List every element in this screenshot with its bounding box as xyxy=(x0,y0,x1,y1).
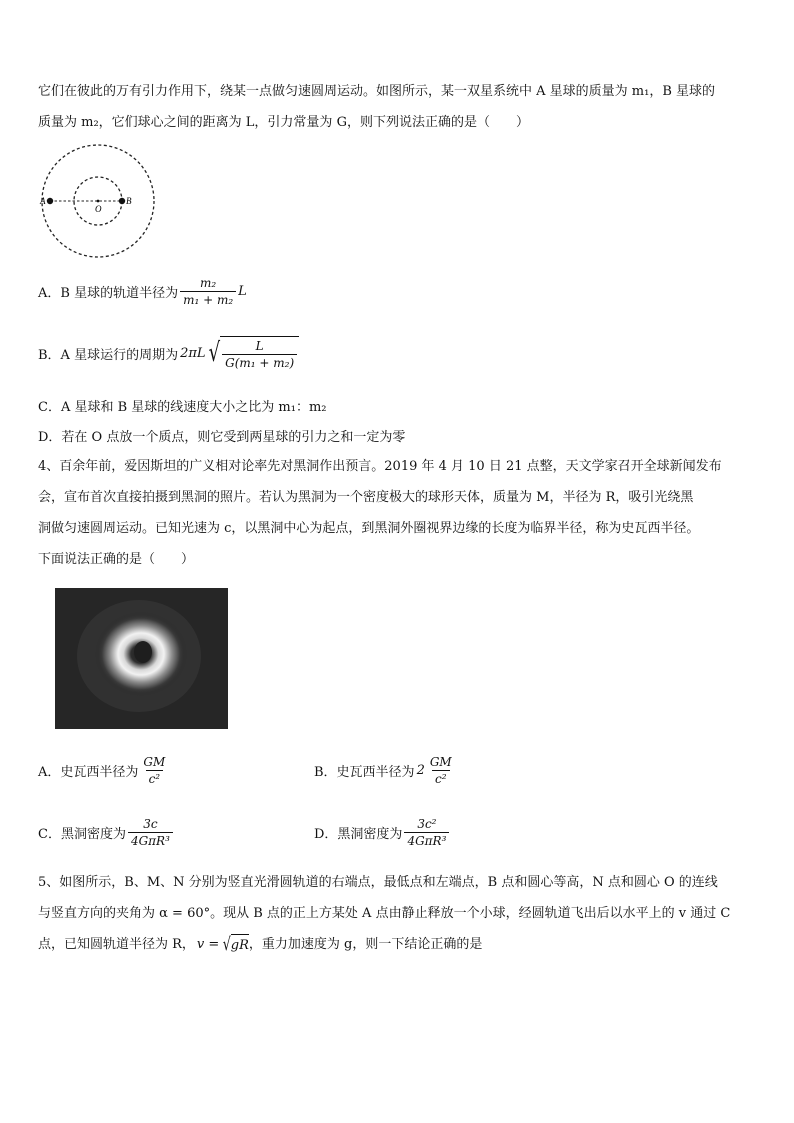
q4-option-c-numerator: 3c xyxy=(143,817,158,831)
black-hole-image xyxy=(55,588,228,729)
q4-option-c-text: C．黑洞密度为 xyxy=(38,827,126,842)
center-o-dot xyxy=(97,200,100,203)
q4-stem-line-3: 洞做匀速圆周运动。已知光速为 c，以黑洞中心为起点，到黑洞外圈视界边缘的长度为临界半径，称为史瓦西半径。 xyxy=(38,521,700,536)
q4-stem-line-1: 4、百余年前，爱因斯坦的广义相对论率先对黑洞作出预言。2019 年 4 月 10 日 21 点整，天文学家召开全球新闻发布 xyxy=(38,459,722,474)
q3-option-c: C．A 星球和 B 星球的线速度大小之比为 m₁：m₂ xyxy=(38,400,327,415)
q3-stem xyxy=(38,76,760,138)
q4-option-a-numerator: GM xyxy=(143,755,166,769)
q3-option-b-fraction xyxy=(222,338,297,371)
star-a-dot xyxy=(47,198,53,204)
q3-option-a-denominator: m₁ + m₂ xyxy=(180,291,236,308)
q4-option-b-fraction xyxy=(427,754,455,787)
star-b-dot xyxy=(119,198,125,204)
q4-option-a-text: A．史瓦西半径为 xyxy=(38,765,139,780)
q4-option-a-fraction xyxy=(140,754,168,787)
q3-option-b xyxy=(38,336,299,371)
q3-option-a-fraction xyxy=(180,275,236,308)
q5-stem-line-3 xyxy=(38,929,760,960)
q5-stem-line-2: 与竖直方向的夹角为 α = 60°。现从 B 点的正上方某处 A 点由静止释放一个小球，经圆轨道飞出后以水平上的 v 通过 C xyxy=(38,906,731,921)
q5-velocity-formula: v = xyxy=(196,937,220,952)
q3-option-b-sqrt: √ $\frac{L}{\text{G(m₁ + m₂)}}$ xyxy=(206,336,300,371)
q4-option-d-text: D．黑洞密度为 xyxy=(314,827,403,842)
q5-stem xyxy=(38,867,760,960)
q4-option-d-numerator: 3c² xyxy=(417,817,437,831)
black-hole-shadow xyxy=(134,641,152,663)
q4-option-d xyxy=(314,816,451,849)
q4-option-d-denominator: 4GπR³ xyxy=(404,832,449,849)
q3-option-b-numerator: L xyxy=(255,339,264,353)
q3-stem-line-1: 它们在彼此的万有引力作用下，绕某一点做匀速圆周运动。如图所示，某一双星系统中 A 星球的质量为 m₁，B 星球的 xyxy=(38,84,716,99)
q5-stem-line-3-suffix: ，重力加速度为 g，则一下结论正确的是 xyxy=(248,937,483,952)
label-o: O xyxy=(95,204,102,214)
q5-velocity-sqrt: √ gR xyxy=(223,933,249,955)
binary-star-figure xyxy=(38,142,160,260)
q4-option-b-denominator: c² xyxy=(432,770,450,787)
q4-stem-line-4: 下面说法正确的是（ ） xyxy=(38,552,195,567)
q4-option-b-numerator: GM xyxy=(429,755,452,769)
q4-option-d-fraction xyxy=(404,816,449,849)
q3-option-a-suffix: L xyxy=(238,284,247,299)
q4-stem-line-2: 会，宣布首次直接拍摄到黑洞的照片。若认为黑洞为一个密度极大的球形天体，质量为 M，半径为 R，吸引光绕黑 xyxy=(38,490,694,505)
q4-option-b-coefficient: 2 xyxy=(416,763,425,778)
q3-option-a-text: A．B 星球的轨道半径为 xyxy=(38,286,179,301)
label-b: B xyxy=(126,196,132,206)
q4-option-b xyxy=(314,754,457,787)
q3-option-b-denominator: G(m₁ + m₂) xyxy=(222,354,297,371)
q5-velocity-radicand: gR xyxy=(231,934,249,956)
q4-option-c-fraction xyxy=(128,816,173,849)
q3-option-d: D．若在 O 点放一个质点，则它受到两星球的引力之和一定为零 xyxy=(38,430,406,445)
q3-option-b-text: B．A 星球运行的周期为 xyxy=(38,348,179,363)
label-a: A xyxy=(40,196,46,206)
q3-stem-line-2: 质量为 m₂，它们球心之间的距离为 L，引力常量为 G，则下列说法正确的是（ ） xyxy=(38,115,529,130)
q3-option-a xyxy=(38,275,247,308)
q4-option-a-denominator: c² xyxy=(146,770,164,787)
q4-stem xyxy=(38,451,760,575)
q5-stem-line-3-prefix: 点，已知圆轨道半径为 R， xyxy=(38,937,195,952)
q5-stem-line-1: 5、如图所示，B、M、N 分别为竖直光滑圆轨道的右端点，最低点和左端点，B 点和圆心等高，N 点和圆心 O 的连线 xyxy=(38,875,718,890)
q3-option-a-numerator: m₂ xyxy=(200,276,217,290)
q4-option-c-denominator: 4GπR³ xyxy=(128,832,173,849)
q4-option-b-text: B．史瓦西半径为 xyxy=(314,765,415,780)
q3-option-b-coefficient: 2πL xyxy=(180,346,206,361)
q4-option-a xyxy=(38,754,170,787)
q4-option-c xyxy=(38,816,175,849)
